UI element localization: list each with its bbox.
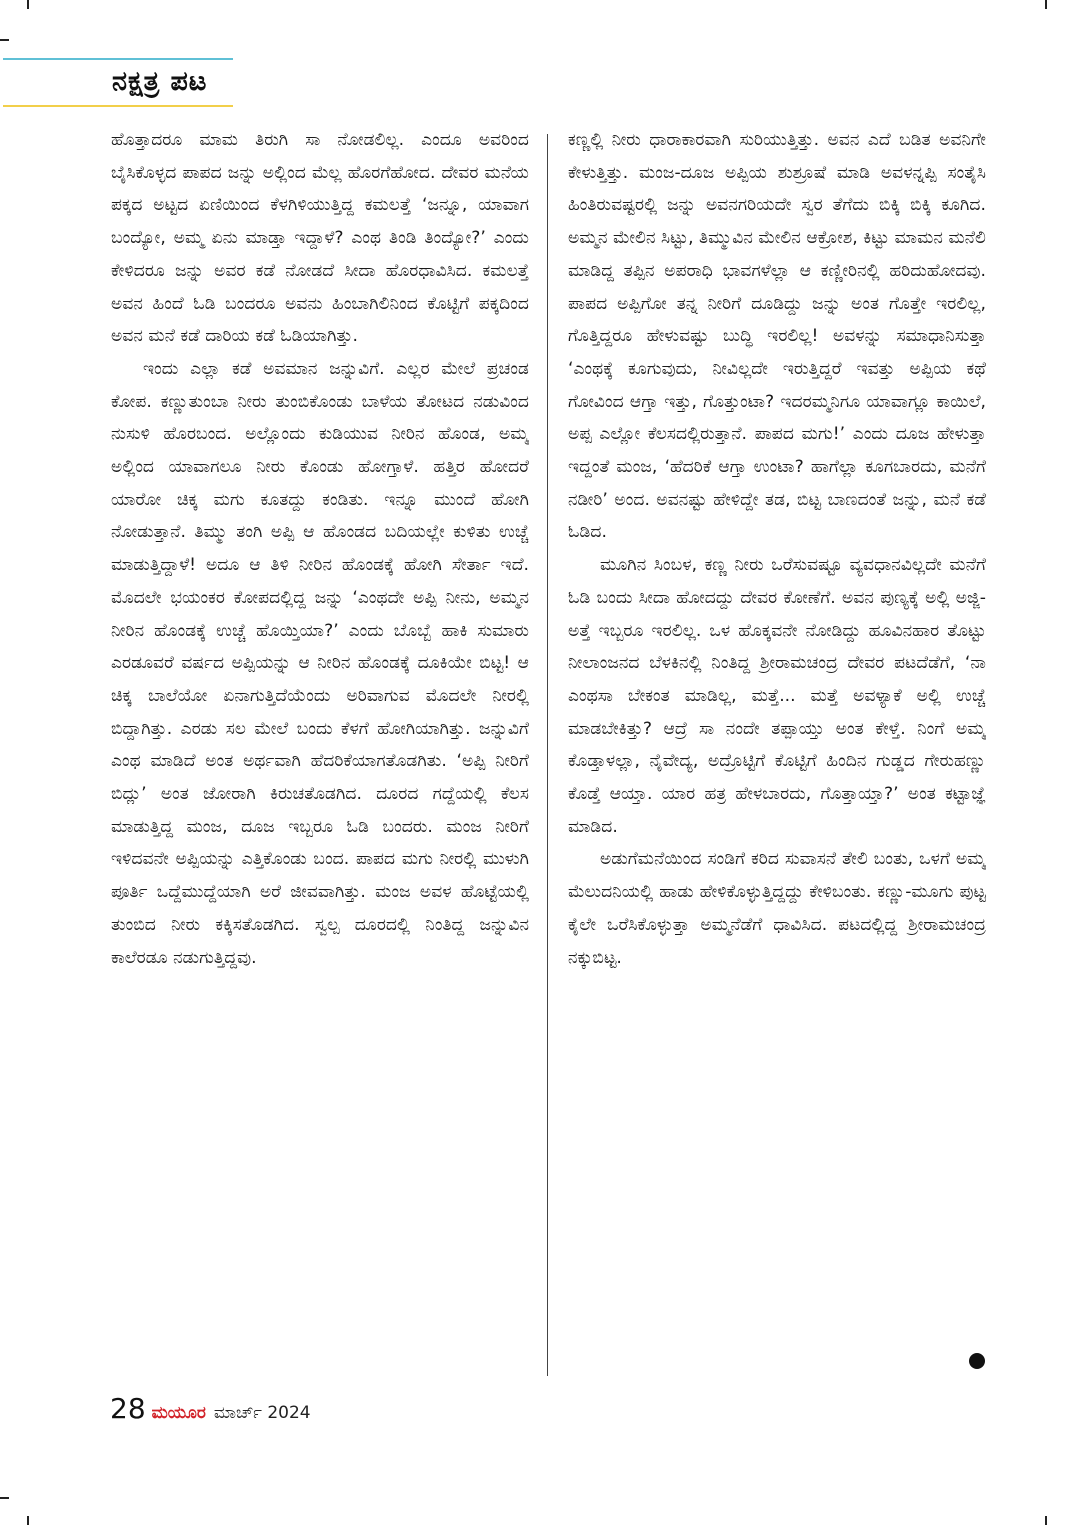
page-footer [110,1392,311,1428]
paragraph: ಇಂದು ಎಲ್ಲಾ ಕಡೆ ಅವಮಾನ ಜನ್ನುವಿಗೆ. ಎಲ್ಲರ ಮೇಲೆ ಪ್ರಚಂಡ ಕೋಪ. ಕಣ್ಣುತುಂಬಾ ನೀರು ತುಂಬಿಕೊಂಡು ಬಾಳೆಯ ತೋಟದ ನಡುವಿಂದ ನುಸುಳಿ ಹೊರಬಂದ. ಅಲ್ಲೊಂದು ಕುಡಿಯುವ ನೀರಿನ ಹೊಂಡ, ಅಮ್ಮ ಅಲ್ಲಿಂದ ಯಾವಾಗಲೂ ನೀರು ಕೊಂಡು ಹೋಗ್ತಾಳೆ. ಹತ್ತಿರ ಹೋದರೆ ಯಾರೋ ಚಿಕ್ಕ ಮಗು ಕೂತದ್ದು ಕಂಡಿತು. ಇನ್ನೂ ಮುಂದೆ ಹೋಗಿ ನೋಡುತ್ತಾನೆ. ತಿಮ್ಮು ತಂಗಿ ಅಪ್ಪಿ ಆ ಹೊಂಡದ ಬದಿಯಲ್ಲೇ ಕುಳಿತು ಉಚ್ಚೆ ಮಾಡುತ್ತಿದ್ದಾಳೆ! ಅದೂ ಆ ತಿಳಿ ನೀರಿನ ಹೊಂಡಕ್ಕೆ ಹೋಗಿ ಸೇರ್ತಾ ಇದೆ. ಮೊದಲೇ ಭಯಂಕರ ಕೋಪದಲ್ಲಿದ್ದ ಜನ್ನು ‘ಎಂಥದೇ ಅಪ್ಪಿ ನೀನು, ಅಮ್ಮನ ನೀರಿನ ಹೊಂಡಕ್ಕೆ ಉಚ್ಚೆ ಹೊಯ್ತಿಯಾ?’ ಎಂದು ಬೊಬ್ಬೆ ಹಾಕಿ ಸುಮಾರು ಎರಡೂವರೆ ವರ್ಷದ ಅಪ್ಪಿಯನ್ನು ಆ ನೀರಿನ ಹೊಂಡಕ್ಕೆ ದೂಕಿಯೇ ಬಿಟ್ಟ! ಆ ಚಿಕ್ಕ ಬಾಲೆಯೋ ಏನಾಗುತ್ತಿದೆಯೆಂದು ಅರಿವಾಗುವ ಮೊದಲೇ ನೀರಲ್ಲಿ ಬಿದ್ದಾಗಿತ್ತು. ಎರಡು ಸಲ ಮೇಲೆ ಬಂದು ಕೆಳಗೆ ಹೋಗಿಯಾಗಿತ್ತು. ಜನ್ನುವಿಗೆ ಎಂಥ ಮಾಡಿದೆ ಅಂತ ಅರ್ಥವಾಗಿ ಹೆದರಿಕೆಯಾಗತೊಡಗಿತು. ‘ಅಪ್ಪಿ ನೀರಿಗೆ ಬಿದ್ಲು’ ಅಂತ ಜೋರಾಗಿ ಕಿರುಚತೊಡಗಿದ. ದೂರದ ಗದ್ದೆಯಲ್ಲಿ ಕೆಲಸ ಮಾಡುತ್ತಿದ್ದ ಮಂಜ, ದೂಜ ಇಬ್ಬರೂ ಓಡಿ ಬಂದರು. ಮಂಜ ನೀರಿಗೆ ಇಳಿದವನೇ ಅಪ್ಪಿಯನ್ನು ಎತ್ತಿಕೊಂಡು ಬಂದ. ಪಾಪದ ಮಗು ನೀರಲ್ಲಿ ಮುಳುಗಿ ಪೂರ್ತಿ ಒದ್ದೆಮುದ್ದೆಯಾಗಿ ಅರೆ ಜೀವವಾಗಿತ್ತು. ಮಂಜ ಅವಳ ಹೊಟ್ಟೆಯಲ್ಲಿ ತುಂಬಿದ ನೀರು ಕಕ್ಕಿಸತೊಡಗಿದ. ಸ್ವಲ್ಪ ದೂರದಲ್ಲಿ ನಿಂತಿದ್ದ ಜನ್ನುವಿನ ಕಾಲೆರಡೂ ನಡುಗುತ್ತಿದ್ದವು. [111,358,529,968]
paragraph: ಮೂಗಿನ ಸಿಂಬಳ, ಕಣ್ಣ ನೀರು ಒರೆಸುವಷ್ಟೂ ವ್ಯವಧಾನವಿಲ್ಲದೇ ಮನೆಗೆ ಓಡಿ ಬಂದು ಸೀದಾ ಹೋದದ್ದು ದೇವರ ಕೋಣೆಗೆ. ಅವನ ಪುಣ್ಯಕ್ಕೆ ಅಲ್ಲಿ ಅಜ್ಜಿ-ಅತ್ತೆ ಇಬ್ಬರೂ ಇರಲಿಲ್ಲ. ಒಳ ಹೊಕ್ಕವನೇ ನೋಡಿದ್ದು ಹೂವಿನಹಾರ ತೊಟ್ಟು ನೀಲಾಂಜನದ ಬೆಳಕಿನಲ್ಲಿ ನಿಂತಿದ್ದ ಶ್ರೀರಾಮಚಂದ್ರ ದೇವರ ಪಟದೆಡೆಗೆ, ‘ನಾ ಎಂಥಸಾ ಬೇಕಂತ ಮಾಡಿಲ್ಲ, ಮತ್ತೆ... ಮತ್ತೆ ಅವಳ್ಯಾಕೆ ಅಲ್ಲಿ ಉಚ್ಚೆ ಮಾಡಬೇಕಿತ್ತು? ಆದ್ರೆ ಸಾ ನಂದೇ ತಪ್ಪಾಯ್ತು ಅಂತ ಕೇಳ್ತೆ. ನಿಂಗೆ ಅಮ್ಮ ಕೊಡ್ತಾಳಲ್ಲಾ, ನೈವೇದ್ಯ, ಅದ್ರೊಟ್ಟಿಗೆ ಕೊಟ್ಟಿಗೆ ಹಿಂದಿನ ಗುಡ್ಡದ ಗೇರುಹಣ್ಣು ಕೊಡ್ತೆ ಆಯ್ತಾ. ಯಾರ ಹತ್ರ ಹೇಳಬಾರದು, ಗೊತ್ತಾಯ್ತಾ?’ ಅಂತ ಕಟ್ಟಾಜ್ಞೆ ಮಾಡಿದ. [568,555,986,837]
crop-mark-left-upper [0,39,9,41]
end-of-story-bullet-icon [969,1353,985,1369]
crop-mark-left-lower [0,1497,9,1499]
paragraph: ಅಡುಗೆಮನೆಯಿಂದ ಸಂಡಿಗೆ ಕರಿದ ಸುವಾಸನೆ ತೇಲಿ ಬಂತು, ಒಳಗೆ ಅಮ್ಮ ಮೆಲುದನಿಯಲ್ಲಿ ಹಾಡು ಹೇಳಿಕೊಳ್ಳುತ್ತಿದ್ದದ್ದು ಕೇಳಿಬಂತು. ಕಣ್ಣು-ಮೂಗು ಪುಟ್ಟ ಕೈಲೇ ಒರೆಸಿಕೊಳ್ಳುತ್ತಾ ಅಮ್ಮನೆಡೆಗೆ ಧಾವಿಸಿದ. ಪಟದಲ್ಲಿದ್ದ ಶ್ರೀರಾಮಚಂದ್ರ ನಕ್ಕುಬಿಟ್ಟ. [568,849,986,968]
section-title: ನಕ್ಷತ್ರ ಪಟ [112,66,208,97]
crop-mark-bottom-left [27,1516,29,1525]
article-column-right [568,124,986,1384]
crop-mark-bottom-right [1045,1516,1047,1525]
issue-date: ಮಾರ್ಚ್ 2024 [213,1403,311,1423]
crop-mark-top-left [27,0,29,9]
crop-mark-top-right [1045,0,1047,9]
column-divider [547,134,548,1376]
paragraph: ಕಣ್ಣಲ್ಲಿ ನೀರು ಧಾರಾಕಾರವಾಗಿ ಸುರಿಯುತ್ತಿತ್ತು. ಅವನ ಎದೆ ಬಡಿತ ಅವನಿಗೇ ಕೇಳುತ್ತಿತ್ತು. ಮಂಜ-ದೂಜ ಅಪ್ಪಿಯ ಶುಶ್ರೂಷೆ ಮಾಡಿ ಅವಳನ್ನಪ್ಪಿ ಸಂತೈಸಿ ಹಿಂತಿರುವಷ್ಟರಲ್ಲಿ ಜನ್ನು ಅವನಗರಿಯದೇ ಸ್ವರ ತೆಗೆದು ಬಿಕ್ಕಿ ಬಿಕ್ಕಿ ಕೂಗಿದ. ಅಮ್ಮನ ಮೇಲಿನ ಸಿಟ್ಟು, ತಿಮ್ಮುವಿನ ಮೇಲಿನ ಆಕ್ರೋಶ, ಕಿಟ್ಟು ಮಾಮನ ಮನೆಲಿ ಮಾಡಿದ್ದ ತಪ್ಪಿನ ಅಪರಾಧಿ ಭಾವಗಳೆಲ್ಲಾ ಆ ಕಣ್ಣೀರಿನಲ್ಲಿ ಹರಿದುಹೋದವು. ಪಾಪದ ಅಪ್ಪಿಗೋ ತನ್ನ ನೀರಿಗೆ ದೂಡಿದ್ದು ಜನ್ನು ಅಂತ ಗೊತ್ತೇ ಇರಲಿಲ್ಲ, ಗೊತ್ತಿದ್ದರೂ ಹೇಳುವಷ್ಟು ಬುದ್ಧಿ ಇರಲಿಲ್ಲ! ಅವಳನ್ನು ಸಮಾಧಾನಿಸುತ್ತಾ ‘ಎಂಥಕ್ಕೆ ಕೂಗುವುದು, ನೀವಿಲ್ಲದೇ ಇರುತ್ತಿದ್ದರೆ ಇವತ್ತು ಅಪ್ಪಿಯ ಕಥೆ ಗೋವಿಂದ ಆಗ್ತಾ ಇತ್ತು, ಗೊತ್ತುಂಟಾ? ಇದರಮ್ಮನಿಗೂ ಯಾವಾಗ್ಲೂ ಕಾಯಿಲೆ, ಅಪ್ಪ ಎಲ್ಲೋ ಕೆಲಸದಲ್ಲಿರುತ್ತಾನೆ. ಪಾಪದ ಮಗು!’ ಎಂದು ದೂಜ ಹೇಳುತ್ತಾ ಇದ್ದಂತೆ ಮಂಜ, ‘ಹೆದರಿಕೆ ಆಗ್ತಾ ಉಂಟಾ? ಹಾಗೆಲ್ಲಾ ಕೂಗಬಾರದು, ಮನೆಗೆ ನಡೀರಿ’ ಅಂದ. ಅವನಷ್ಟು ಹೇಳಿದ್ದೇ ತಡ, ಬಿಟ್ಟ ಬಾಣದಂತೆ ಜನ್ನು, ಮನೆ ಕಡೆ ಓಡಿದ. [568,130,986,543]
header-rule-bottom [3,105,233,107]
page-number: 28 [110,1392,146,1425]
magazine-logo: ಮಯೂರ [151,1403,206,1423]
paragraph: ಹೊತ್ತಾದರೂ ಮಾಮ ತಿರುಗಿ ಸಾ ನೋಡಲಿಲ್ಲ. ಎಂದೂ ಅವರಿಂದ ಬೈಸಿಕೊಳ್ಳದ ಪಾಪದ ಜನ್ನು ಅಲ್ಲಿಂದ ಮೆಲ್ಲ ಹೊರಗೆಹೋದ. ದೇವರ ಮನೆಯ ಪಕ್ಕದ ಅಟ್ಟದ ಏಣಿಯಿಂದ ಕೆಳಗಿಳಿಯುತ್ತಿದ್ದ ಕಮಲತ್ತೆ ‘ಜನ್ನೂ, ಯಾವಾಗ ಬಂದ್ಯೋ, ಅಮ್ಮ ಏನು ಮಾಡ್ತಾ ಇದ್ದಾಳೆ? ಎಂಥ ತಿಂಡಿ ತಿಂದ್ಯೋ?’ ಎಂದು ಕೇಳಿದರೂ ಜನ್ನು ಅವರ ಕಡೆ ನೋಡದೆ ಸೀದಾ ಹೊರಧಾವಿಸಿದ. ಕಮಲತ್ತೆ ಅವನ ಹಿಂದೆ ಓಡಿ ಬಂದರೂ ಅವನು ಹಿಂಬಾಗಿಲಿನಿಂದ ಕೊಟ್ಟಿಗೆ ಪಕ್ಕದಿಂದ ಅವನ ಮನೆ ಕಡೆ ದಾರಿಯ ಕಡೆ ಓಡಿಯಾಗಿತ್ತು. [111,130,529,347]
article-column-left [111,124,529,1384]
header-rule-top [3,58,233,60]
